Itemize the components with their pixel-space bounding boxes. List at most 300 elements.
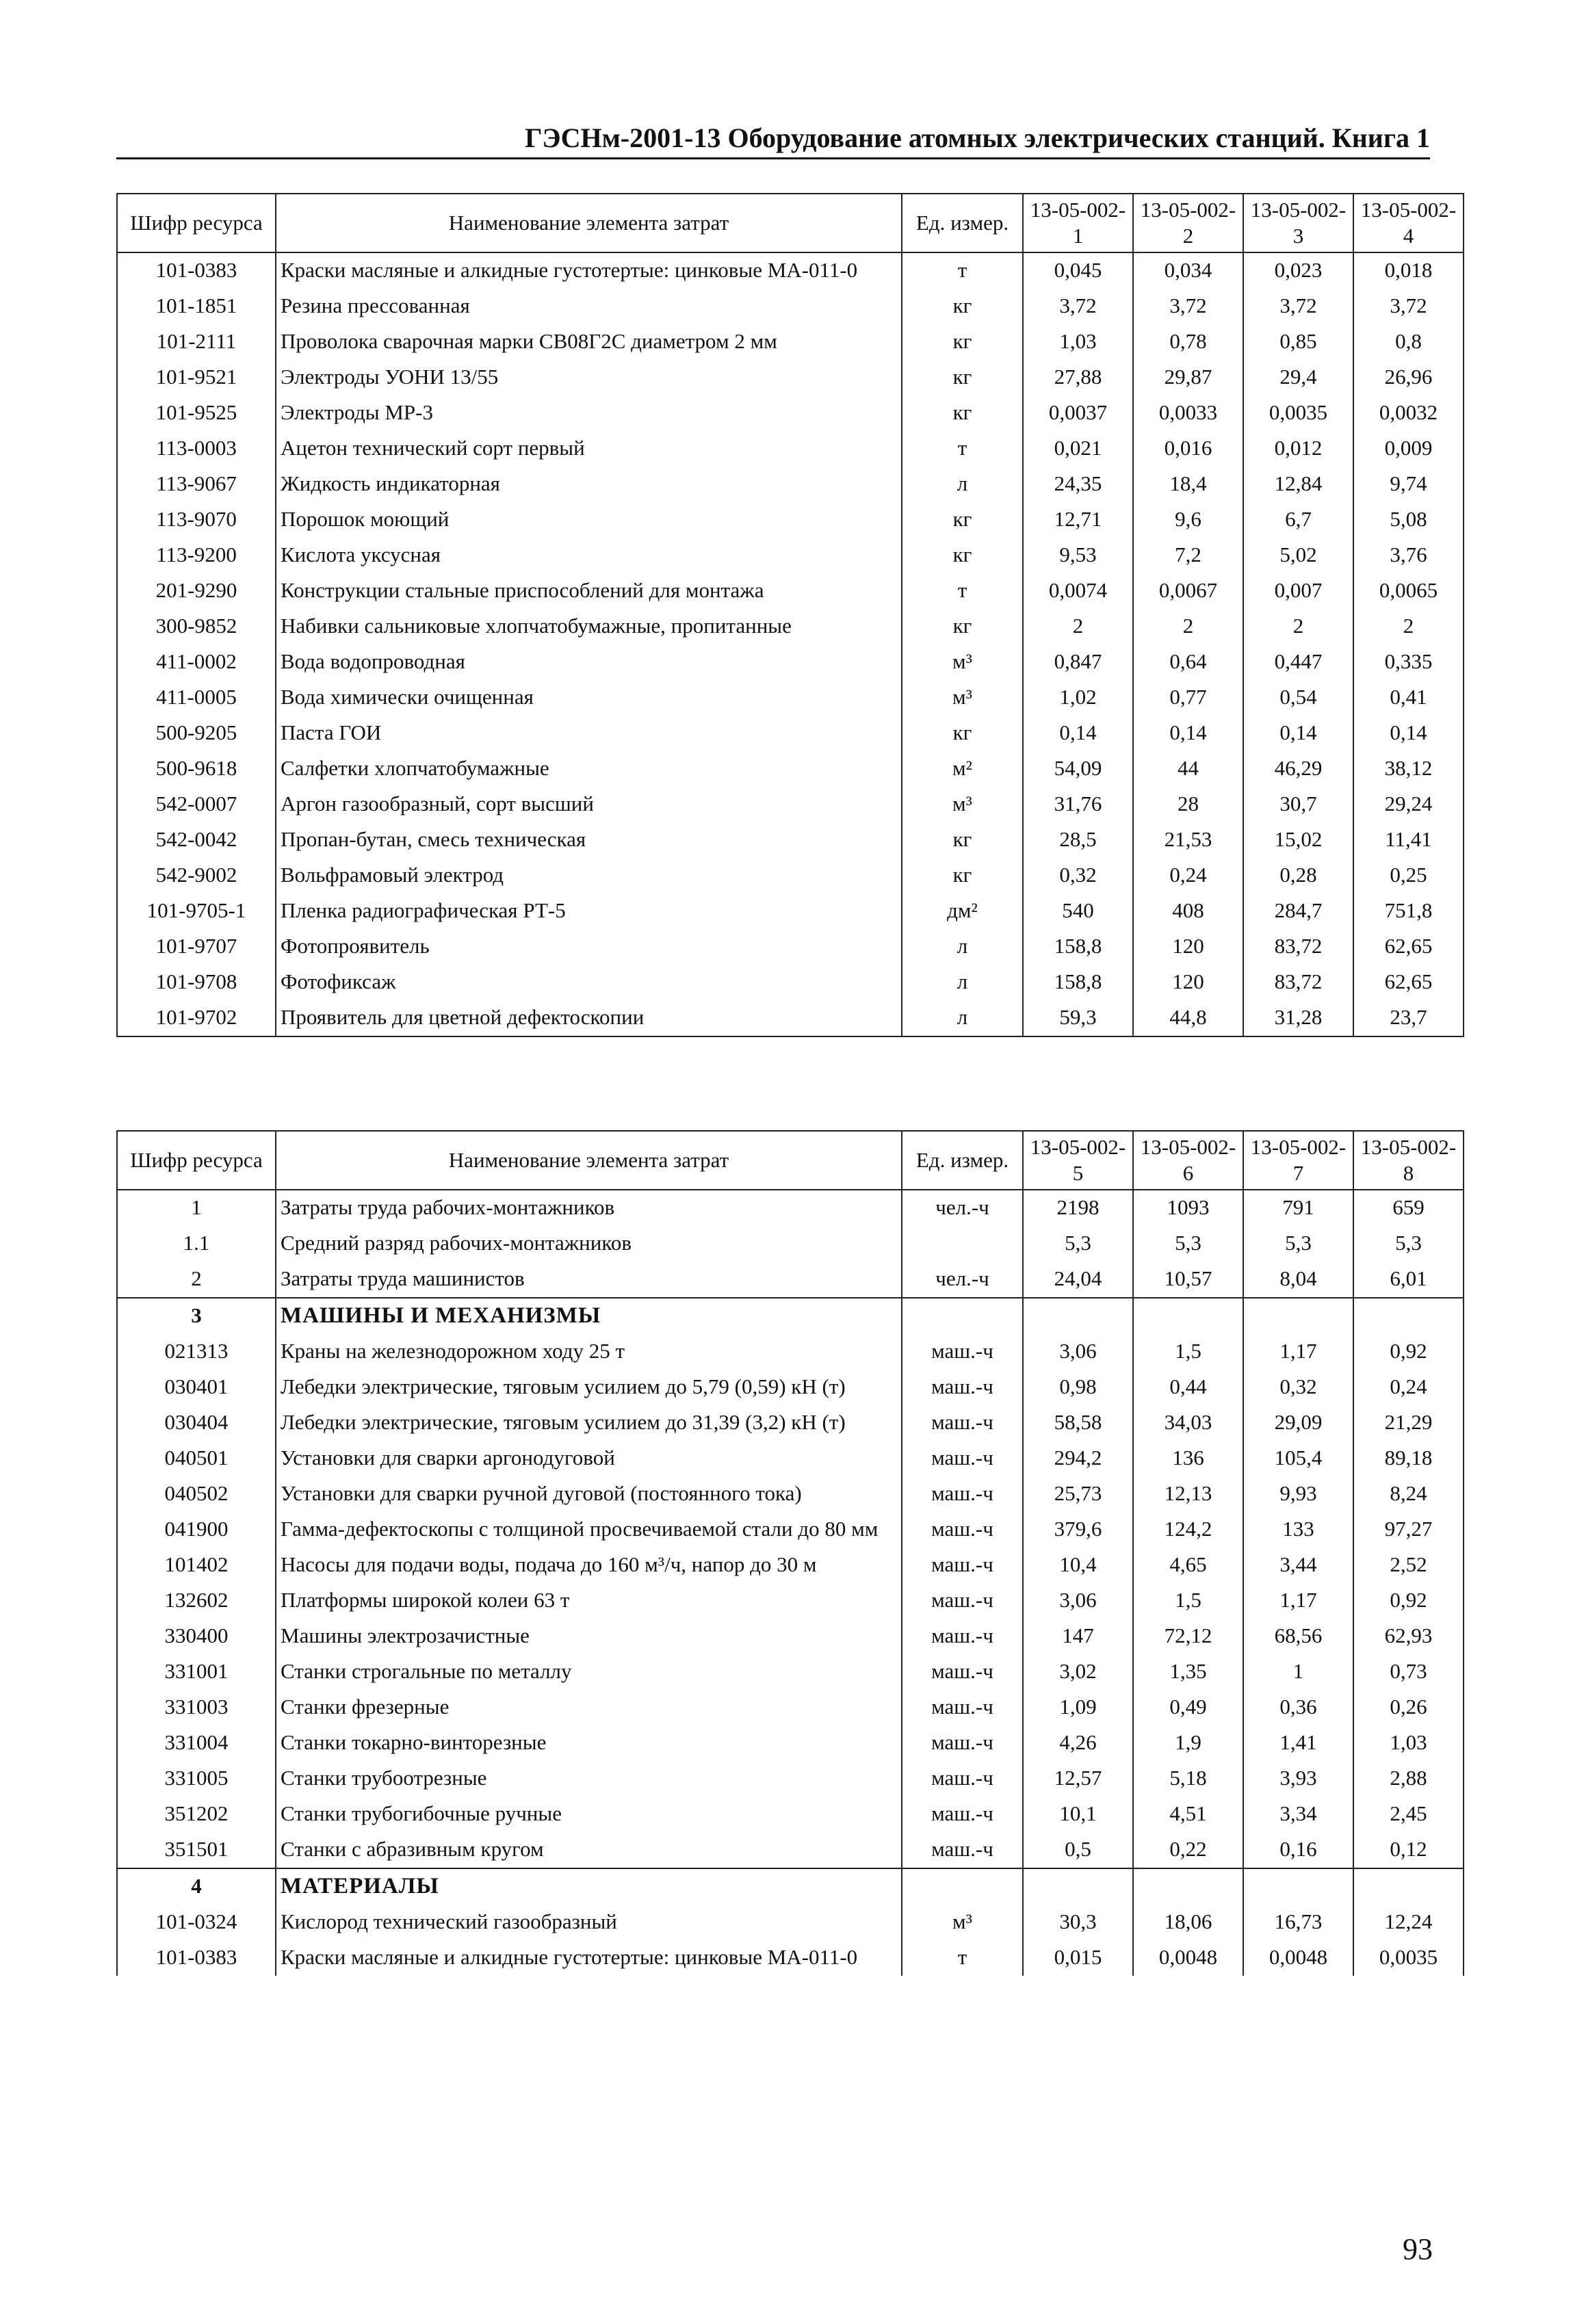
cell-value-2: 0,44 [1133,1370,1243,1405]
cell-value-2: 4,51 [1133,1797,1243,1832]
cell-value-3: 0,85 [1243,324,1353,360]
cell-unit: маш.-ч [902,1548,1023,1583]
cell-value-1: 0,0074 [1023,573,1133,609]
cell-name: Проявитель для цветной дефектоскопии [276,1000,902,1036]
cell-value-3: 3,93 [1243,1761,1353,1797]
cell-value-3: 5,3 [1243,1226,1353,1262]
cell-unit: кг [902,395,1023,431]
cell-value-4: 0,26 [1353,1690,1464,1725]
cell-value-1: 2198 [1023,1190,1133,1226]
cell-value-3: 1 [1243,1654,1353,1690]
cell-unit: маш.-ч [902,1690,1023,1725]
cell-unit: маш.-ч [902,1583,1023,1619]
table-body-1 [117,252,1464,1036]
cell-code: 1.1 [117,1226,276,1262]
cell-value-1: 30,3 [1023,1905,1133,1940]
cell-value-4: 1,03 [1353,1725,1464,1761]
table-row [117,467,1464,502]
cell-value-3: 0,012 [1243,431,1353,467]
cell-code: 1 [117,1190,276,1226]
cell-value-4: 26,96 [1353,360,1464,395]
cell-name: Набивки сальниковые хлопчатобумажные, пропитанные [276,609,902,644]
page-header-title: ГЭСНм-2001-13 Оборудование атомных электрических станций. Книга 1 [524,122,1430,153]
cell-code: 101-1851 [117,289,276,324]
table-row [117,893,1464,929]
table-row [117,1690,1464,1725]
table-row [117,787,1464,822]
cell-value-1: 0,5 [1023,1832,1133,1868]
cell-value-4: 29,24 [1353,787,1464,822]
cell-name: Порошок моющий [276,502,902,538]
cell-value-1: 3,02 [1023,1654,1133,1690]
cell-value-1: 0,021 [1023,431,1133,467]
cell-code: 542-0007 [117,787,276,822]
cell-value-2: 1,5 [1133,1583,1243,1619]
cell-value-2: 72,12 [1133,1619,1243,1654]
header-unit: Ед. измер. [902,194,1023,252]
cell-name: Вода химически очищенная [276,680,902,716]
cell-code: 040501 [117,1441,276,1476]
cell-value-4: 0,92 [1353,1334,1464,1370]
cell-value-4 [1353,1298,1464,1334]
cell-unit: дм² [902,893,1023,929]
cell-value-2: 0,77 [1133,680,1243,716]
cell-value-4: 2 [1353,609,1464,644]
cell-code: 500-9205 [117,716,276,751]
cell-value-3: 2 [1243,609,1353,644]
cell-code: 500-9618 [117,751,276,787]
cell-value-4: 0,73 [1353,1654,1464,1690]
cell-value-1: 28,5 [1023,822,1133,858]
cell-value-2: 5,3 [1133,1226,1243,1262]
cell-name: Краски масляные и алкидные густотертые: цинковые МА-011-0 [276,252,902,289]
cell-value-1: 0,015 [1023,1940,1133,1976]
cell-unit: маш.-ч [902,1441,1023,1476]
cell-code: 3 [117,1298,276,1334]
table-row [117,1940,1464,1976]
cell-value-2: 136 [1133,1441,1243,1476]
cell-name: Гамма-дефектоскопы с толщиной просвечиваемой стали до 80 мм [276,1512,902,1548]
cell-name: Машины электрозачистные [276,1619,902,1654]
cell-value-3: 3,72 [1243,289,1353,324]
cell-unit: кг [902,324,1023,360]
table-row [117,289,1464,324]
cell-value-2: 0,0048 [1133,1940,1243,1976]
page-number: 93 [1403,2232,1433,2266]
cell-value-2: 10,57 [1133,1262,1243,1298]
cell-value-3: 0,0035 [1243,395,1353,431]
cell-unit: м³ [902,644,1023,680]
cell-value-2: 124,2 [1133,1512,1243,1548]
cell-value-2: 0,0033 [1133,395,1243,431]
cell-value-1: 24,35 [1023,467,1133,502]
cell-unit: маш.-ч [902,1370,1023,1405]
cell-value-4: 0,92 [1353,1583,1464,1619]
cell-value-2: 0,78 [1133,324,1243,360]
cell-value-2: 18,06 [1133,1905,1243,1940]
cell-value-4: 0,0065 [1353,573,1464,609]
cell-name: Кислота уксусная [276,538,902,573]
table-row [117,716,1464,751]
cell-code: 351202 [117,1797,276,1832]
cell-value-3: 133 [1243,1512,1353,1548]
cell-value-2: 1,5 [1133,1334,1243,1370]
header-code: Шифр ресурса [117,194,276,252]
cell-value-3: 284,7 [1243,893,1353,929]
cell-name: Резина прессованная [276,289,902,324]
resource-table-2 [116,1130,1464,1976]
table-row [117,360,1464,395]
table-row [117,644,1464,680]
cell-value-3: 1,17 [1243,1334,1353,1370]
cell-value-1: 54,09 [1023,751,1133,787]
table-row [117,1797,1464,1832]
table-row [117,1226,1464,1262]
cell-code: 331001 [117,1654,276,1690]
cell-value-2: 44 [1133,751,1243,787]
cell-code: 542-9002 [117,858,276,893]
cell-unit: кг [902,289,1023,324]
cell-code: 101-0324 [117,1905,276,1940]
table-row [117,609,1464,644]
cell-name: Станки фрезерные [276,1690,902,1725]
section-row [117,1298,1464,1334]
resource-table-1 [116,193,1464,1037]
table-row [117,822,1464,858]
cell-value-4: 0,12 [1353,1832,1464,1868]
cell-code: 101-0383 [117,252,276,289]
cell-name: Пропан-бутан, смесь техническая [276,822,902,858]
cell-unit: кг [902,716,1023,751]
cell-value-1: 5,3 [1023,1226,1133,1262]
cell-name: Электроды УОНИ 13/55 [276,360,902,395]
cell-value-4: 0,335 [1353,644,1464,680]
cell-name: Конструкции стальные приспособлений для монтажа [276,573,902,609]
cell-code: 101402 [117,1548,276,1583]
cell-name: Пленка радиографическая РТ-5 [276,893,902,929]
cell-value-2: 0,24 [1133,858,1243,893]
cell-value-2: 1,35 [1133,1654,1243,1690]
table-row [117,1619,1464,1654]
cell-value-4: 0,24 [1353,1370,1464,1405]
table-row [117,1654,1464,1690]
cell-name: МАТЕРИАЛЫ [276,1868,902,1905]
cell-unit: кг [902,609,1023,644]
cell-name: Станки трубогибочные ручные [276,1797,902,1832]
cell-value-3: 83,72 [1243,965,1353,1000]
cell-name: Паста ГОИ [276,716,902,751]
cell-unit: кг [902,502,1023,538]
table-row [117,1583,1464,1619]
cell-value-4: 659 [1353,1190,1464,1226]
cell-unit: чел.-ч [902,1190,1023,1226]
cell-value-2: 0,64 [1133,644,1243,680]
cell-value-1: 379,6 [1023,1512,1133,1548]
table-row [117,395,1464,431]
cell-value-2: 3,72 [1133,289,1243,324]
table-row [117,1000,1464,1036]
cell-name: Вольфрамовый электрод [276,858,902,893]
header-col-6: 13-05-002-6 [1133,1131,1243,1190]
header-col-5: 13-05-002-5 [1023,1131,1133,1190]
cell-name: Проволока сварочная марки СВ08Г2С диаметром 2 мм [276,324,902,360]
table-row [117,1334,1464,1370]
table-row [117,573,1464,609]
cell-code: 113-9200 [117,538,276,573]
cell-value-1: 10,1 [1023,1797,1133,1832]
cell-code: 351501 [117,1832,276,1868]
section-row [117,1868,1464,1905]
cell-value-3: 0,14 [1243,716,1353,751]
cell-name: Жидкость индикаторная [276,467,902,502]
cell-name: Установки для сварки ручной дуговой (постоянного тока) [276,1476,902,1512]
cell-name: Краны на железнодорожном ходу 25 т [276,1334,902,1370]
cell-value-4: 0,018 [1353,252,1464,289]
cell-code: 030401 [117,1370,276,1405]
cell-unit: л [902,929,1023,965]
cell-value-1: 27,88 [1023,360,1133,395]
cell-value-4: 8,24 [1353,1476,1464,1512]
cell-name: Станки с абразивным кругом [276,1832,902,1868]
cell-unit: т [902,252,1023,289]
cell-value-3: 15,02 [1243,822,1353,858]
cell-unit: маш.-ч [902,1832,1023,1868]
cell-value-1: 25,73 [1023,1476,1133,1512]
header-col-1: 13-05-002-1 [1023,194,1133,252]
header-col-2: 13-05-002-2 [1133,194,1243,252]
cell-value-2 [1133,1298,1243,1334]
cell-value-3: 0,0048 [1243,1940,1353,1976]
cell-value-2: 9,6 [1133,502,1243,538]
cell-value-2: 21,53 [1133,822,1243,858]
cell-unit: маш.-ч [902,1512,1023,1548]
cell-unit: маш.-ч [902,1405,1023,1441]
cell-value-3: 1,17 [1243,1583,1353,1619]
cell-value-4: 62,93 [1353,1619,1464,1654]
cell-value-2: 4,65 [1133,1548,1243,1583]
cell-name: МАШИНЫ И МЕХАНИЗМЫ [276,1298,902,1334]
cell-unit: кг [902,822,1023,858]
cell-unit: т [902,431,1023,467]
cell-unit: маш.-ч [902,1476,1023,1512]
cell-unit: м³ [902,787,1023,822]
cell-unit: маш.-ч [902,1725,1023,1761]
table-header-row [117,1131,1464,1190]
table-row [117,252,1464,289]
cell-value-4: 23,7 [1353,1000,1464,1036]
cell-value-2: 120 [1133,929,1243,965]
cell-unit [902,1868,1023,1905]
table-row [117,1405,1464,1441]
cell-code: 331003 [117,1690,276,1725]
cell-value-4: 5,08 [1353,502,1464,538]
cell-name: Салфетки хлопчатобумажные [276,751,902,787]
cell-value-3: 16,73 [1243,1905,1353,1940]
cell-value-3 [1243,1868,1353,1905]
cell-code: 411-0002 [117,644,276,680]
cell-value-4: 11,41 [1353,822,1464,858]
cell-value-4: 89,18 [1353,1441,1464,1476]
cell-value-2: 0,22 [1133,1832,1243,1868]
cell-value-4: 5,3 [1353,1226,1464,1262]
cell-value-1: 59,3 [1023,1000,1133,1036]
table-row [117,324,1464,360]
table-row [117,538,1464,573]
cell-name: Фотопроявитель [276,929,902,965]
header-rule [116,157,1430,159]
cell-value-1: 0,14 [1023,716,1133,751]
cell-value-1: 3,72 [1023,289,1133,324]
cell-value-3: 0,16 [1243,1832,1353,1868]
cell-value-2: 1,9 [1133,1725,1243,1761]
cell-code: 021313 [117,1334,276,1370]
cell-value-3: 791 [1243,1190,1353,1226]
cell-value-1: 147 [1023,1619,1133,1654]
cell-unit: маш.-ч [902,1334,1023,1370]
cell-value-1: 1,03 [1023,324,1133,360]
cell-value-4: 0,41 [1353,680,1464,716]
cell-value-3: 68,56 [1243,1619,1353,1654]
cell-value-2: 18,4 [1133,467,1243,502]
cell-name: Насосы для подачи воды, подача до 160 м³/ч, напор до 30 м [276,1548,902,1583]
cell-value-4: 97,27 [1353,1512,1464,1548]
cell-name: Ацетон технический сорт первый [276,431,902,467]
table-row [117,1441,1464,1476]
cell-value-2: 408 [1133,893,1243,929]
cell-unit: м³ [902,680,1023,716]
cell-value-4: 3,72 [1353,289,1464,324]
cell-code: 101-9525 [117,395,276,431]
cell-value-1: 12,71 [1023,502,1133,538]
cell-value-1: 0,32 [1023,858,1133,893]
cell-value-3: 3,34 [1243,1797,1353,1832]
cell-name: Затраты труда машинистов [276,1262,902,1298]
cell-value-2: 0,14 [1133,716,1243,751]
cell-code: 101-0383 [117,1940,276,1976]
cell-name: Фотофиксаж [276,965,902,1000]
cell-name: Лебедки электрические, тяговым усилием до 5,79 (0,59) кН (т) [276,1370,902,1405]
cell-code: 201-9290 [117,573,276,609]
cell-code: 542-0042 [117,822,276,858]
cell-value-2: 5,18 [1133,1761,1243,1797]
cell-unit: маш.-ч [902,1797,1023,1832]
cell-value-2: 44,8 [1133,1000,1243,1036]
cell-value-4: 21,29 [1353,1405,1464,1441]
table-row [117,1190,1464,1226]
cell-value-3: 46,29 [1243,751,1353,787]
cell-value-4: 0,009 [1353,431,1464,467]
table-row [117,1548,1464,1583]
header-col-3: 13-05-002-3 [1243,194,1353,252]
cell-value-4: 6,01 [1353,1262,1464,1298]
header-code: Шифр ресурса [117,1131,276,1190]
cell-code: 101-9702 [117,1000,276,1036]
cell-code: 411-0005 [117,680,276,716]
cell-unit: т [902,1940,1023,1976]
cell-value-4: 2,88 [1353,1761,1464,1797]
table-header-row [117,194,1464,252]
table-row [117,965,1464,1000]
cell-value-1 [1023,1868,1133,1905]
header-name: Наименование элемента затрат [276,194,902,252]
cell-name: Средний разряд рабочих-монтажников [276,1226,902,1262]
cell-value-1: 2 [1023,609,1133,644]
cell-value-3: 6,7 [1243,502,1353,538]
cell-code: 331004 [117,1725,276,1761]
cell-unit: кг [902,858,1023,893]
cell-code: 113-9070 [117,502,276,538]
cell-value-3: 30,7 [1243,787,1353,822]
cell-value-2: 29,87 [1133,360,1243,395]
cell-unit: м³ [902,1905,1023,1940]
cell-code: 113-0003 [117,431,276,467]
cell-unit: л [902,467,1023,502]
cell-unit: кг [902,360,1023,395]
cell-value-2: 1093 [1133,1190,1243,1226]
cell-code: 113-9067 [117,467,276,502]
cell-value-1: 10,4 [1023,1548,1133,1583]
cell-value-2: 28 [1133,787,1243,822]
cell-value-3: 0,36 [1243,1690,1353,1725]
header-name: Наименование элемента затрат [276,1131,902,1190]
cell-value-1: 58,58 [1023,1405,1133,1441]
cell-value-1: 9,53 [1023,538,1133,573]
cell-value-2: 0,034 [1133,252,1243,289]
cell-unit: кг [902,538,1023,573]
cell-value-4: 751,8 [1353,893,1464,929]
cell-value-3: 0,54 [1243,680,1353,716]
cell-name: Платформы широкой колеи 63 т [276,1583,902,1619]
cell-value-1: 4,26 [1023,1725,1133,1761]
cell-value-4: 38,12 [1353,751,1464,787]
cell-code: 330400 [117,1619,276,1654]
cell-name: Аргон газообразный, сорт высший [276,787,902,822]
cell-code: 2 [117,1262,276,1298]
cell-value-4: 0,8 [1353,324,1464,360]
cell-code: 101-2111 [117,324,276,360]
cell-value-3: 29,09 [1243,1405,1353,1441]
cell-code: 132602 [117,1583,276,1619]
table-row [117,1905,1464,1940]
cell-code: 040502 [117,1476,276,1512]
cell-value-3: 83,72 [1243,929,1353,965]
header-col-7: 13-05-002-7 [1243,1131,1353,1190]
cell-name: Краски масляные и алкидные густотертые: цинковые МА-011-0 [276,1940,902,1976]
header-col-4: 13-05-002-4 [1353,194,1464,252]
cell-code: 101-9705-1 [117,893,276,929]
cell-unit [902,1298,1023,1334]
cell-value-1: 294,2 [1023,1441,1133,1476]
cell-value-1: 12,57 [1023,1761,1133,1797]
cell-name: Электроды МР-3 [276,395,902,431]
cell-value-4: 9,74 [1353,467,1464,502]
cell-value-4: 0,25 [1353,858,1464,893]
cell-value-3: 0,023 [1243,252,1353,289]
table-row [117,751,1464,787]
cell-value-3: 12,84 [1243,467,1353,502]
table-row [117,680,1464,716]
cell-unit: чел.-ч [902,1262,1023,1298]
cell-value-2: 2 [1133,609,1243,644]
cell-value-3: 0,447 [1243,644,1353,680]
table-row [117,1476,1464,1512]
cell-value-1: 1,02 [1023,680,1133,716]
table-row [117,1512,1464,1548]
cell-value-4: 62,65 [1353,929,1464,965]
cell-value-2: 0,49 [1133,1690,1243,1725]
cell-value-3 [1243,1298,1353,1334]
cell-unit: маш.-ч [902,1654,1023,1690]
